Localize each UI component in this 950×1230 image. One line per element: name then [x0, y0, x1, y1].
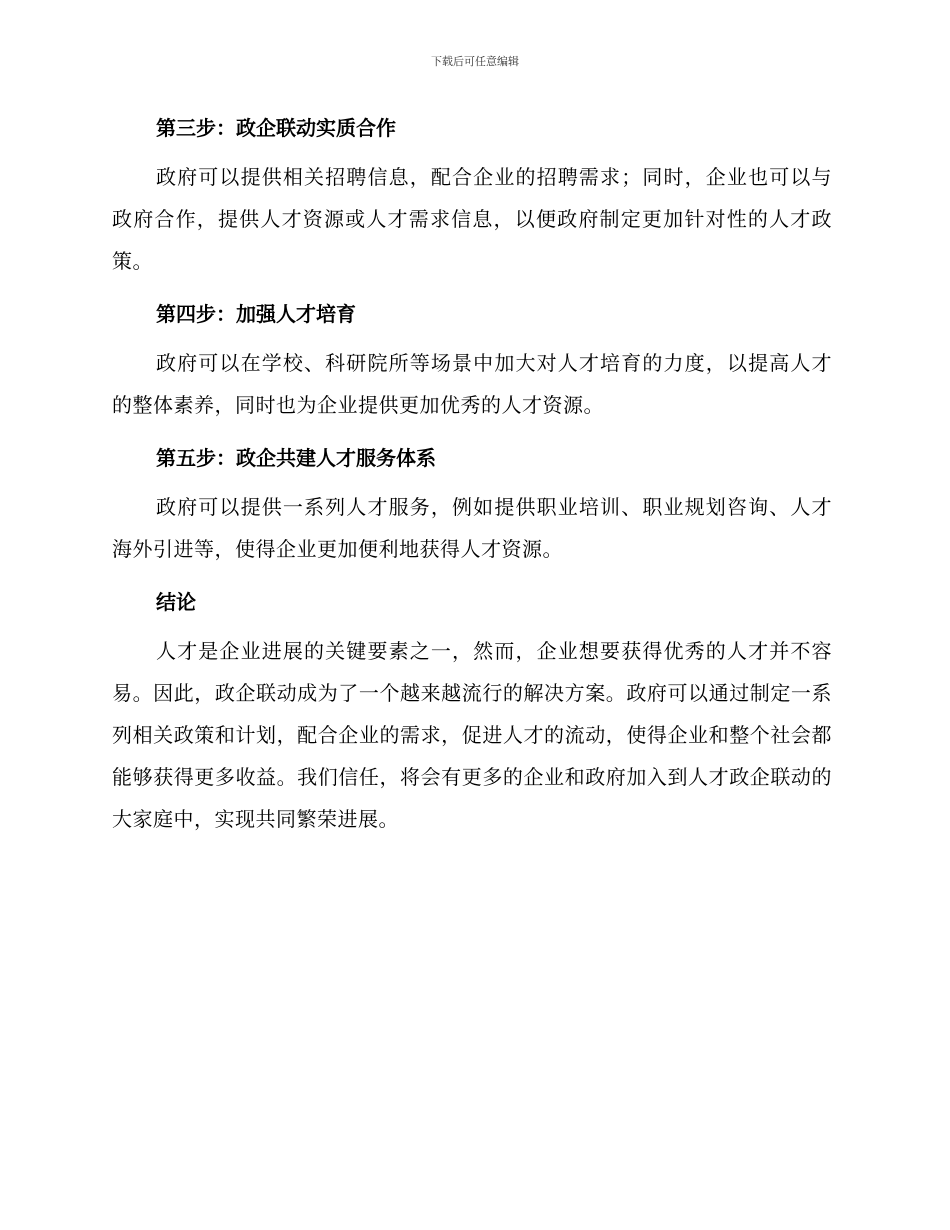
section-heading: 第四步：加强人才培育 — [156, 302, 356, 326]
section-step-five — [112, 438, 832, 570]
section-heading: 第三步：政企联动实质合作 — [156, 116, 396, 140]
section-paragraph: 政府可以在学校、科研院所等场景中加大对人才培育的力度，以提高人才的整体素养，同时也为企业提供更加优秀的人才资源。 — [112, 351, 832, 417]
section-heading: 第五步：政企共建人才服务体系 — [156, 446, 436, 470]
section-step-four — [112, 294, 832, 426]
section-paragraph: 人才是企业进展的关键要素之一，然而，企业想要获得优秀的人才并不容易。因此，政企联动成为了一个越来越流行的解决方案。政府可以通过制定一系列相关政策和计划，配合企业的需求，促进人才的流动，使得企业和整个社会都能够获得更多收益。我们信任，将会有更多的企业和政府加入到人才政企联动的大家庭中，实现共同繁荣进展。 — [112, 639, 832, 831]
section-paragraph: 政府可以提供相关招聘信息，配合企业的招聘需求；同时，企业也可以与政府合作，提供人才资源或人才需求信息，以便政府制定更加针对性的人才政策。 — [112, 165, 832, 273]
page-header: 下载后可任意编辑 — [431, 55, 519, 68]
document-body — [112, 108, 832, 840]
section-conclusion — [112, 582, 832, 840]
section-heading: 结论 — [156, 590, 196, 614]
section-step-three — [112, 108, 832, 282]
section-paragraph: 政府可以提供一系列人才服务，例如提供职业培训、职业规划咨询、人才海外引进等，使得企业更加便利地获得人才资源。 — [112, 495, 832, 561]
